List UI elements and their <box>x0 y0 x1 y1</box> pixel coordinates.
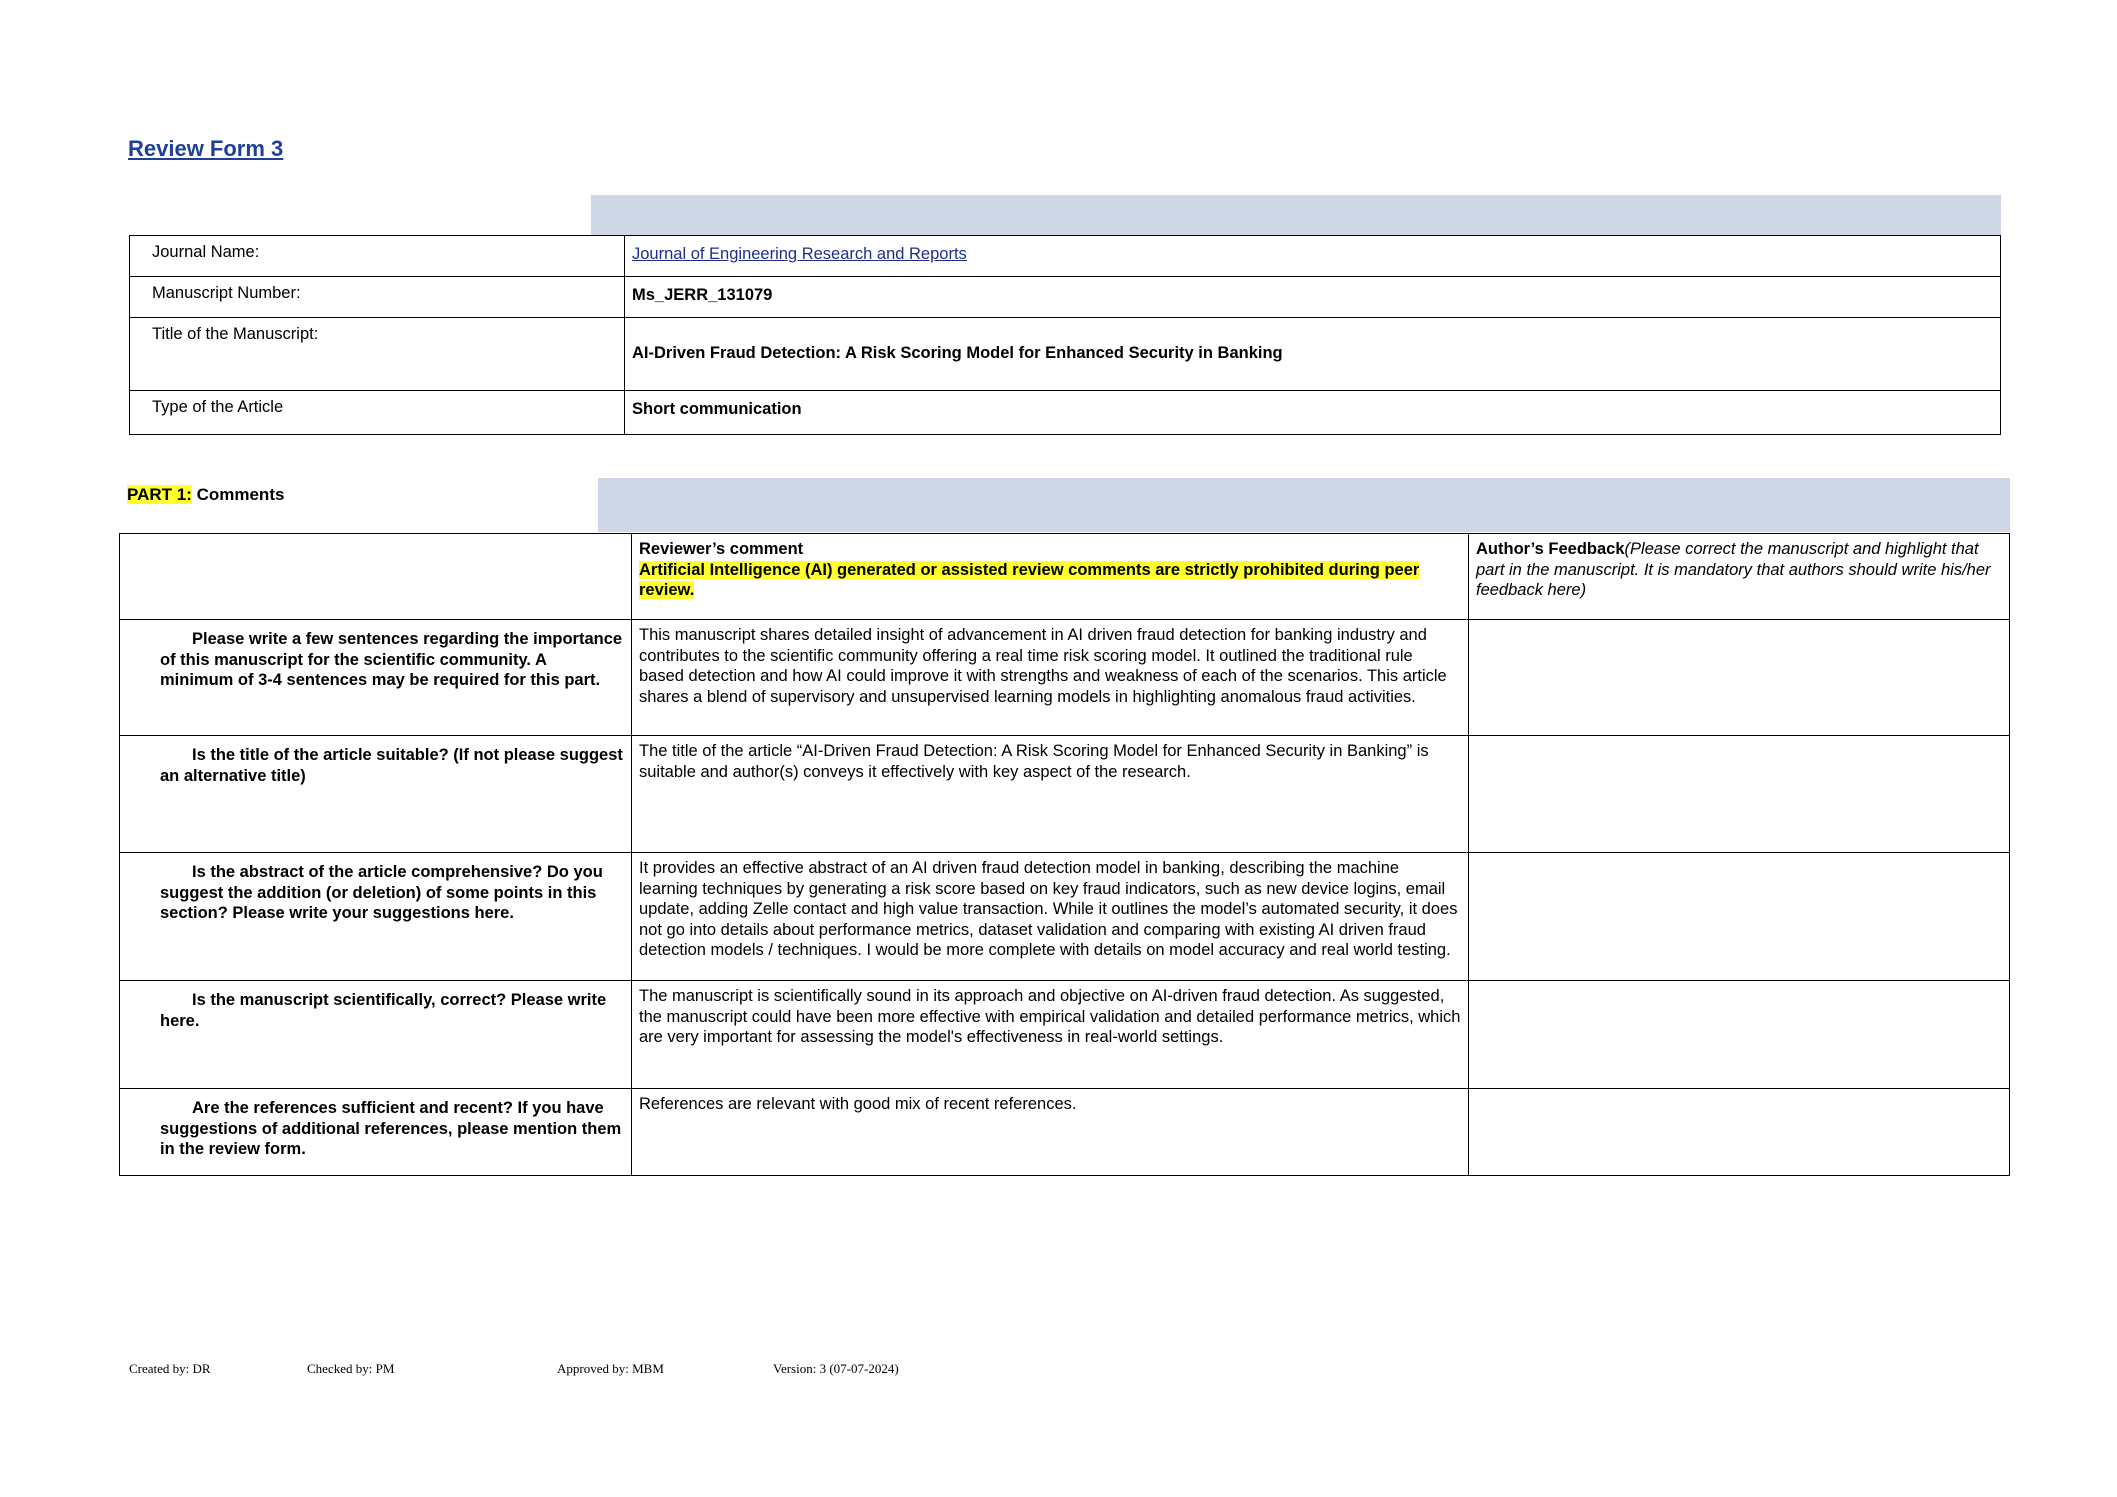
article-type-value: Short communication <box>632 400 802 418</box>
manuscript-number-label: Manuscript Number: <box>130 277 625 318</box>
footer-approved: Approved by: MBM <box>557 1361 664 1376</box>
author-feedback-cell[interactable] <box>1469 981 2010 1089</box>
question-text: Please write a few sentences regarding the importance of this manuscript for the scientific community. A minimum of 3-4 sentences may be required for this part. <box>160 630 623 689</box>
footer-created: Created by: DR <box>129 1361 211 1376</box>
comment-row <box>120 620 2010 736</box>
question-cell <box>120 620 632 736</box>
comment-row <box>120 1089 2010 1176</box>
comments-header-row <box>120 534 2010 620</box>
manuscript-title-label: Title of the Manuscript: <box>130 318 625 391</box>
question-cell <box>120 981 632 1089</box>
reviewer-comment-cell: This manuscript shares detailed insight of advancement in AI driven fraud detection for banking industry and contributes to the scientific community offering a real time risk scoring model. It outlined the traditional rule based detection and how AI could improve it with strengths and weakness of each of the scenarios. This article shares a blend of supervisory and unsupervised learning models in highlighting anomalous fraud activities. <box>632 620 1469 736</box>
part-1-rest: Comments <box>191 485 285 504</box>
author-feedback-cell[interactable] <box>1469 1089 2010 1176</box>
question-text: Is the title of the article suitable? (If not please suggest an alternative title) <box>160 746 623 785</box>
comment-row <box>120 981 2010 1089</box>
manuscript-number-value: Ms_JERR_131079 <box>632 286 773 304</box>
question-text: Are the references sufficient and recent? If you have suggestions of additional references, please mention them in the review form. <box>160 1099 622 1158</box>
author-feedback-cell[interactable] <box>1469 736 2010 853</box>
journal-row <box>130 236 2001 277</box>
reviewer-comment-cell: The title of the article “AI-Driven Fraud Detection: A Risk Scoring Model for Enhanced Security in Banking” is suitable and author(s) conveys it effectively with key aspect of the research. <box>632 736 1469 853</box>
header-empty-cell <box>120 534 632 620</box>
question-cell <box>120 1089 632 1176</box>
form-title: Review Form 3 <box>128 136 284 161</box>
author-header-cell <box>1469 534 2010 620</box>
footer-version: Version: 3 (07-07-2024) <box>773 1361 899 1376</box>
manuscript-title-row <box>130 318 2001 391</box>
author-feedback-title: Author’s Feedback <box>1476 540 1625 558</box>
part-1-highlight: PART 1: <box>127 485 192 504</box>
comments-table <box>119 533 2010 1176</box>
comment-row <box>120 736 2010 853</box>
author-feedback-cell[interactable] <box>1469 620 2010 736</box>
header-band <box>591 195 2001 236</box>
part-1-label <box>127 485 284 505</box>
manuscript-info-table <box>129 235 2001 435</box>
manuscript-title-cell <box>625 318 2001 391</box>
manuscript-title-value: AI-Driven Fraud Detection: A Risk Scoring Model for Enhanced Security in Banking <box>632 344 1283 362</box>
question-cell <box>120 853 632 981</box>
part-1-band <box>598 478 2010 532</box>
author-feedback-note: (Please correct the manuscript and highlight that part in the manuscript. It is mandatory that authors should write his/her feedback here) <box>1476 540 1991 599</box>
journal-link[interactable]: Journal of Engineering Research and Reports <box>632 245 967 263</box>
ai-warning-text: Artificial Intelligence (AI) generated or assisted review comments are strictly prohibited during peer review. <box>639 560 1420 599</box>
question-text: Is the abstract of the article comprehensive? Do you suggest the addition (or deletion) of some points in this section? Please write your suggestions here. <box>160 863 603 922</box>
manuscript-number-row <box>130 277 2001 318</box>
manuscript-number-cell <box>625 277 2001 318</box>
reviewer-comment-cell: References are relevant with good mix of recent references. <box>632 1089 1469 1176</box>
question-cell <box>120 736 632 853</box>
comment-row <box>120 853 2010 981</box>
reviewer-comment-cell: It provides an effective abstract of an AI driven fraud detection model in banking, describing the machine learning techniques by generating a risk score based on key fraud indicators, such as new device logins, email update, adding Zelle contact and high value transaction. While it outlines the model’s automated security, it does not go into details about performance metrics, dataset validation and comparing with existing AI driven fraud detection models / techniques. I would be more complete with details on model accuracy and real world testing. <box>632 853 1469 981</box>
journal-label: Journal Name: <box>130 236 625 277</box>
article-type-row <box>130 391 2001 435</box>
article-type-cell <box>625 391 2001 435</box>
reviewer-comment-title: Reviewer’s comment <box>639 540 804 558</box>
reviewer-header-cell <box>632 534 1469 620</box>
journal-value-cell <box>625 236 2001 277</box>
author-feedback-cell[interactable] <box>1469 853 2010 981</box>
question-text: Is the manuscript scientifically, correct? Please write here. <box>160 991 607 1030</box>
footer-checked: Checked by: PM <box>307 1361 395 1376</box>
reviewer-comment-cell: The manuscript is scientifically sound in its approach and objective on AI-driven fraud detection. As suggested, the manuscript could have been more effective with empirical validation and detailed performance metrics, which are very important for assessing the model's effectiveness in real-world settings. <box>632 981 1469 1089</box>
article-type-label: Type of the Article <box>130 391 625 435</box>
